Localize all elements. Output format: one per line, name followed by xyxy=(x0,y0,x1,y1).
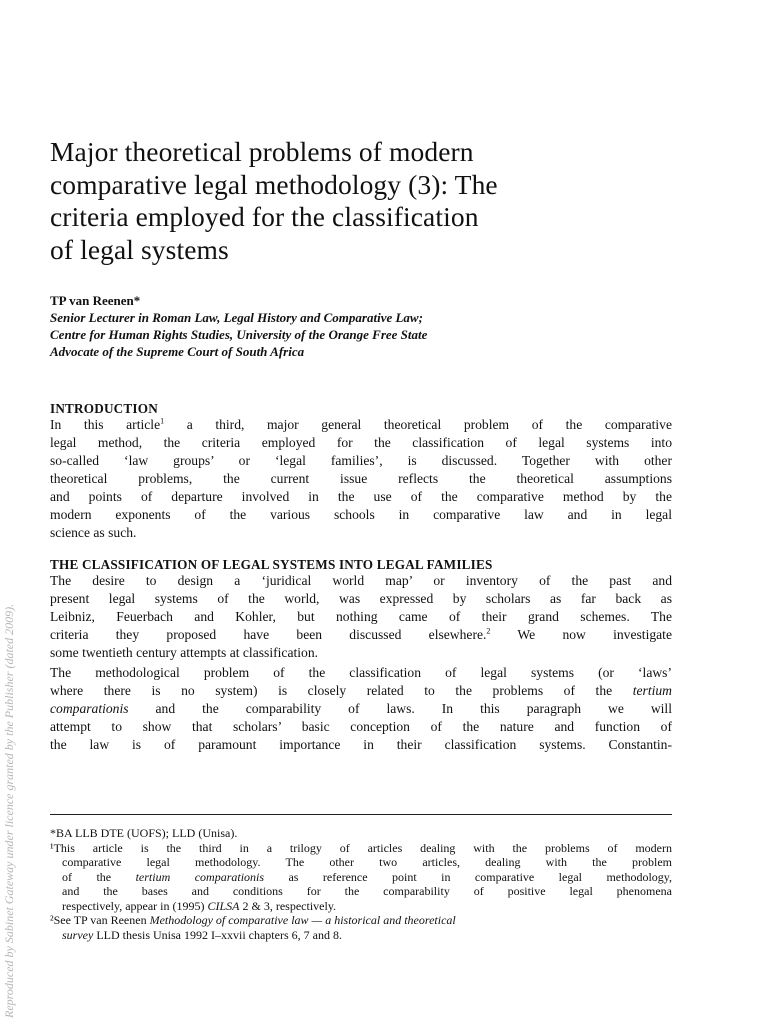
footnote-star: *BA LLB DTE (UOFS); LLD (Unisa). xyxy=(50,826,238,840)
paragraph-line: the law is of paramount importance in their classification systems. Constantin- xyxy=(50,737,672,752)
paragraph-line: The methodological problem of the classification of legal systems (or ‘laws’ xyxy=(50,665,672,680)
footnote-2-line: ²See TP van Reenen Methodology of comparative law — a historical and theoretical xyxy=(50,913,456,927)
footnote-1-line: and the bases and conditions for the comparability of positive legal phenomena xyxy=(62,884,672,898)
title-line: comparative legal methodology (3): The xyxy=(50,168,498,200)
classification-paragraph-2 xyxy=(50,664,672,754)
paragraph-line: some twentieth century attempts at classification. xyxy=(50,645,319,660)
footnote-1-line: of the tertium comparationis as reference point in comparative legal methodology, xyxy=(62,869,673,884)
paragraph-line: legal method, the criteria employed for the classification of legal systems into xyxy=(50,435,672,450)
paragraph-line: so-called ‘law groups’ or ‘legal families’, is discussed. Together with other xyxy=(50,453,672,468)
footnote-1-line: comparative legal methodology. The other two articles, dealing with the problem xyxy=(62,855,672,869)
paragraph-line: Leibniz, Feuerbach and Kohler, but nothing came of their grand schemes. The xyxy=(50,609,672,624)
paragraph-line: where there is no system) is closely related to the problems of the tertium xyxy=(50,683,672,698)
classification-paragraph-1 xyxy=(50,572,672,662)
paragraph-line: comparationis and the comparability of laws. In this paragraph we will xyxy=(50,701,672,716)
watermark-text: Reproduced by Sabinet Gateway under licence granted by the Publisher (dated 2009). xyxy=(2,603,16,1018)
author-affiliation: Senior Lecturer in Roman Law, Legal History and Comparative Law; xyxy=(50,310,423,325)
title-line: criteria employed for the classification xyxy=(50,201,479,232)
author-affiliation: Advocate of the Supreme Court of South Africa xyxy=(50,344,305,359)
footnote-1-line: respectively, appear in (1995) CILSA 2 & 3, respectively. xyxy=(62,898,337,913)
paragraph-line: theoretical problems, the current issue reflects the theoretical assumptions xyxy=(50,471,672,486)
title-line: of legal systems xyxy=(50,233,229,265)
footnote-ref-2: 2 xyxy=(486,626,491,636)
footnote-1-line: ¹This article is the third in a trilogy of articles dealing with the problems of modern xyxy=(50,840,672,855)
paragraph-line: modern exponents of the various schools in comparative law and in legal xyxy=(50,507,672,522)
paragraph-line: In this article$^1$ a third, major general theoretical problem of the comparative xyxy=(50,416,672,432)
article-title xyxy=(50,136,700,266)
author-block xyxy=(50,292,690,360)
paragraph-line: science as such. xyxy=(50,525,137,540)
paragraph-line: criteria they proposed have been discussed elsewhere.$^2$ We now investigate xyxy=(50,626,672,642)
footnote-2-line: survey LLD thesis Unisa 1992 I–xxvii chapters 6, 7 and 8. xyxy=(62,927,342,942)
footnote-ref-1: 1 xyxy=(160,416,165,426)
paragraph-line: The desire to design a ‘juridical world map’ or inventory of the past and xyxy=(50,573,672,588)
title-line: Major theoretical problems of modern xyxy=(50,136,474,167)
paragraph-line: attempt to show that scholars’ basic conception of the nature and function of xyxy=(50,719,672,734)
paragraph-line: and points of departure involved in the use of the comparative method by the xyxy=(50,489,672,504)
classification-heading: THE CLASSIFICATION OF LEGAL SYSTEMS INTO LEGAL FAMILIES xyxy=(50,557,493,572)
footnotes xyxy=(50,826,672,942)
introduction-heading: INTRODUCTION xyxy=(50,401,158,416)
paragraph-line: present legal systems of the world, was expressed by scholars as far back as xyxy=(50,591,672,606)
introduction-paragraph xyxy=(50,416,672,542)
footnote-divider xyxy=(50,814,672,815)
author-name: TP van Reenen* xyxy=(50,293,141,308)
author-affiliation: Centre for Human Rights Studies, University of the Orange Free State xyxy=(50,327,428,342)
